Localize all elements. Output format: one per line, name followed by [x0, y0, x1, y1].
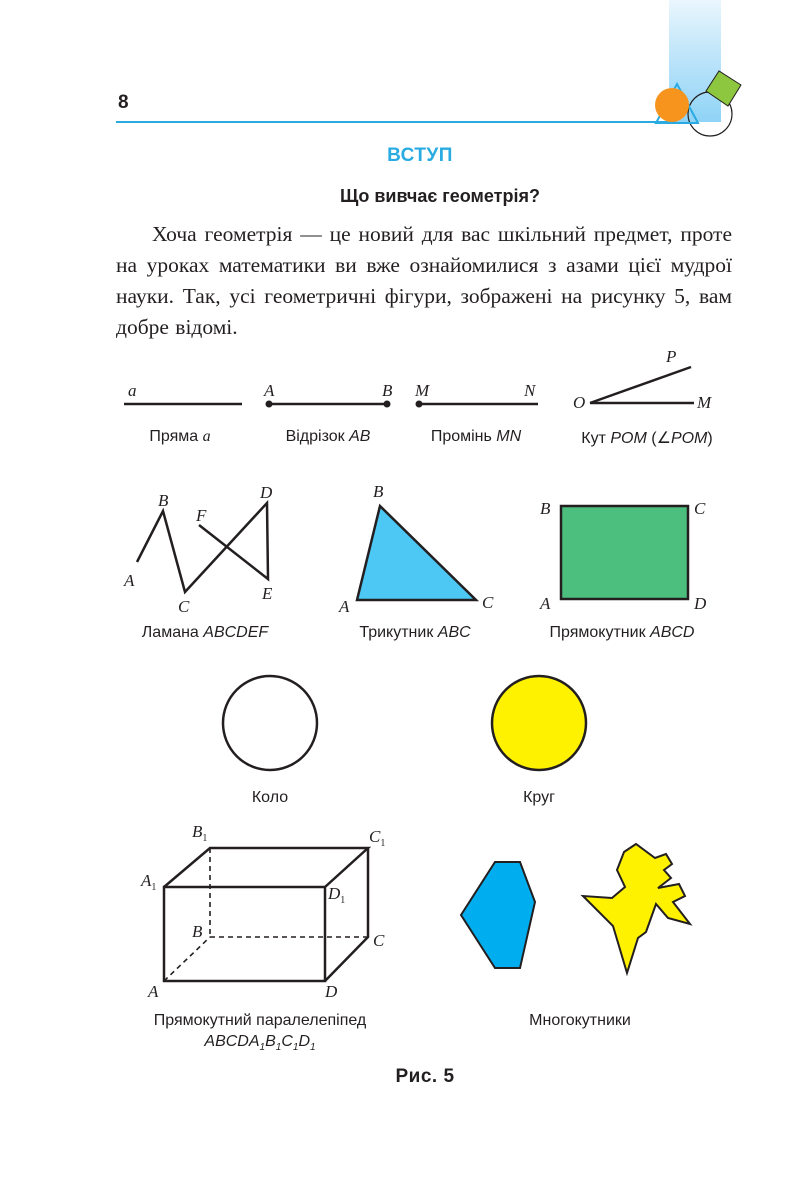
rectangle-label-c: C: [694, 499, 706, 518]
polyline-label-a: A: [124, 571, 135, 590]
pp-label-d1-sub: 1: [340, 895, 346, 906]
parallelepiped-figure: [135, 815, 405, 1005]
pp-label-c1-sub: 1: [380, 838, 386, 849]
rectangle-label-b: B: [540, 499, 551, 518]
segment-point-a: [266, 401, 273, 408]
angle-caption: Кут POM (∠POM): [581, 430, 713, 447]
triangle-caption: Трикутник ABC: [359, 624, 471, 641]
pp-label-a1: $A_1$: [141, 871, 157, 893]
rectangle-abcd: [561, 506, 688, 599]
line-label-a: a: [128, 381, 137, 400]
rectangle-label-d: D: [694, 594, 707, 613]
parallelepiped-caption-line2: $ABCDA_1B_1C_1D_1$: [204, 1033, 316, 1054]
row3-figures: [200, 668, 620, 778]
triangle-label-c: C: [482, 593, 494, 612]
disk-caption: Круг: [523, 789, 555, 806]
polyline-label-d: D: [260, 483, 273, 502]
header-rule: [116, 121, 676, 123]
angle-ray-op: [590, 367, 691, 403]
parallelepiped-caption-line1: Прямокутний паралелепіпед: [153, 1012, 367, 1029]
pp-label-d: D: [325, 982, 338, 1001]
triangle-abc: [357, 506, 476, 600]
ray-caption: Промінь MN: [430, 428, 522, 445]
figure-caption: Рис. 5: [395, 1066, 455, 1087]
segment-label-b: B: [382, 381, 393, 400]
polyline-caption: Ламана ABCDEF: [141, 624, 269, 641]
header-orange-circle: [655, 88, 689, 122]
triangle-label-a: A: [339, 597, 350, 616]
top-face: [164, 848, 368, 887]
intro-paragraph: Хоча геометрія — це новий для вас шкільний предмет, проте на уроках математики ви вже ознайомилися з азами цієї мудрої науки. Так, усі геометричні фігури, зображені на рисунку 5, вам добре відомі.: [116, 222, 732, 339]
section-title: ВСТУП: [387, 145, 453, 166]
circle-caption: Коло: [251, 789, 289, 806]
circle-outline: [223, 676, 317, 770]
ray-label-n: N: [524, 381, 536, 400]
row2-figures: [115, 478, 715, 623]
pp-label-a1-sub: 1: [151, 882, 157, 893]
pp-label-b: B: [192, 922, 203, 941]
segment-caption: Відрізок AB: [285, 428, 371, 445]
rectangle-caption: Прямокутник ABCD: [549, 624, 695, 641]
pp-label-c1: $C_1$: [369, 827, 386, 849]
disk-filled: [492, 676, 586, 770]
polyline-label-e: E: [262, 584, 273, 603]
segment-label-a: A: [264, 381, 275, 400]
angle-label-m: M: [697, 393, 712, 412]
segment-point-b: [384, 401, 391, 408]
header-green-square: [706, 71, 741, 106]
line-caption: Пряма a: [149, 428, 211, 445]
triangle-label-b: B: [373, 482, 384, 501]
polyline-label-c: C: [178, 597, 190, 616]
ray-label-m: M: [415, 381, 430, 400]
parallelepiped-caption: [120, 1010, 400, 1058]
angle-figure: [565, 340, 735, 420]
front-face: [164, 887, 325, 981]
pp-label-d1: $D_1$: [328, 884, 346, 906]
header-shapes-icon: [640, 68, 750, 148]
page-number: 8: [118, 92, 129, 113]
pp-label-b1: $B_1$: [192, 822, 208, 844]
polygons-figure: [450, 840, 710, 990]
pp-label-c: C: [373, 931, 385, 950]
irregular-polygon: [583, 844, 690, 973]
polygons-caption: Многокутники: [529, 1012, 631, 1029]
polyline-label-f: F: [196, 506, 207, 525]
rectangle-label-a: A: [540, 594, 551, 613]
hidden-edge-ab: [164, 937, 210, 981]
polyline-label-b: B: [158, 491, 169, 510]
ray-point-m: [416, 401, 423, 408]
subtitle: Що вивчає геометрія?: [340, 186, 540, 206]
angle-label-o: O: [573, 393, 586, 412]
angle-label-p: P: [666, 347, 677, 366]
pp-label-b1-sub: 1: [202, 833, 208, 844]
hexagon: [461, 862, 535, 968]
pp-label-a: A: [148, 982, 159, 1001]
